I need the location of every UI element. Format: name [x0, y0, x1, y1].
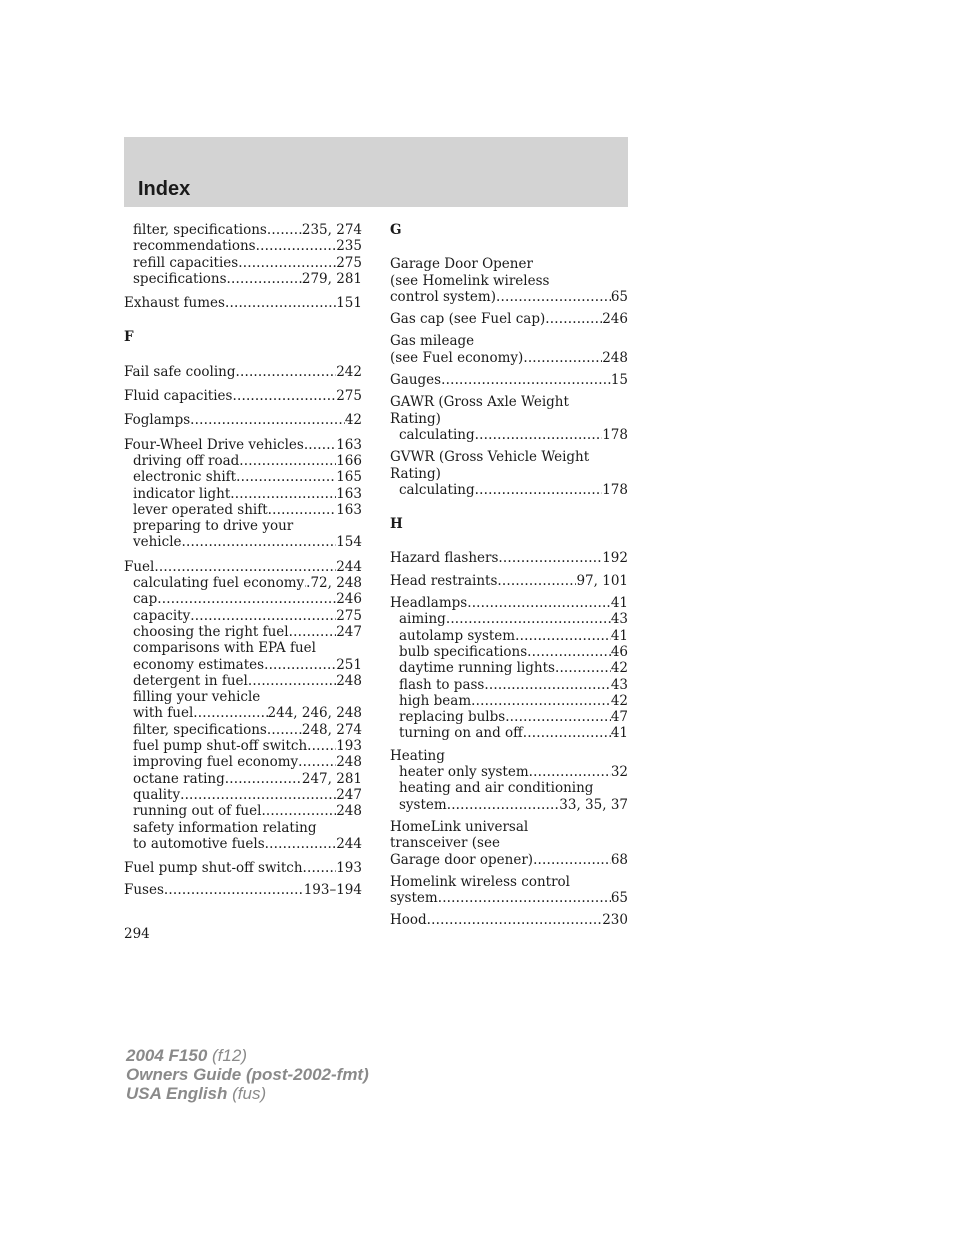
index-entry-gas-mileage: Gas mileage (see Fuel economy) ..... 248 [390, 333, 628, 366]
index-subentry: refill capacities ..... 275 [124, 255, 362, 271]
index-entry-gauges: Gauges ..... 15 [390, 372, 628, 388]
index-subentry: to automotive fuels ..... 244 [124, 836, 362, 852]
index-header-band [124, 137, 628, 207]
index-entry-four-wheel-drive [124, 437, 362, 551]
index-subentry: autolamp system ..... 41 [390, 628, 628, 644]
index-subentry: driving off road ..... 166 [124, 453, 362, 469]
index-entry-heating: Heating heater only system ..... 32 heating and air conditioning system ..... 33, 35, 37 [390, 748, 628, 813]
index-entry-gawr: GAWR (Gross Axle Weight Rating) calculating ..... 178 [390, 394, 628, 443]
index-subentry: detergent in fuel ..... 248 [124, 673, 362, 689]
index-entry-hood: Hood ..... 230 [390, 912, 628, 928]
index-subentry: system ..... 33, 35, 37 [390, 797, 628, 813]
index-entry-e-continued [124, 222, 362, 287]
index-subentry: fuel pump shut-off switch ..... 193 [124, 738, 362, 754]
index-entry-gas-cap: Gas cap (see Fuel cap) ..... 246 [390, 311, 628, 327]
index-column-right [390, 222, 628, 929]
index-entry-fuel [124, 559, 362, 852]
index-subentry: turning on and off ..... 41 [390, 725, 628, 741]
section-letter-h: H [390, 516, 403, 533]
index-subentry: filling your vehicle [133, 689, 261, 706]
index-subentry: replacing bulbs ..... 47 [390, 709, 628, 725]
index-entry-hazard: Hazard flashers ..... 192 [390, 550, 628, 566]
index-subentry: filter, specifications ..... 235, 274 [124, 222, 362, 238]
index-entry-homelink-universal: HomeLink universal transceiver (see Garage door opener) ..... 68 [390, 819, 628, 868]
index-entry-fuses: Fuses ..... 193–194 [124, 882, 362, 898]
index-subentry: comparisons with EPA fuel [133, 640, 316, 657]
index-subentry: heater only system ..... 32 [390, 764, 628, 780]
index-subentry: high beam ..... 42 [390, 693, 628, 709]
index-entry-main: Four-Wheel Drive vehicles ..... 163 [124, 437, 362, 453]
footer-line-guide: Owners Guide (post-2002-fmt) [126, 1065, 369, 1084]
index-subentry: economy estimates ..... 251 [124, 657, 362, 673]
index-subentry: running out of fuel ..... 248 [124, 803, 362, 819]
index-entry-main: Fuel ..... 244 [124, 559, 362, 575]
index-entry-fuel-pump: Fuel pump shut-off switch ..... 193 [124, 860, 362, 876]
index-subentry: vehicle ..... 154 [124, 534, 362, 550]
index-subentry: lever operated shift ..... 163 [124, 502, 362, 518]
index-subentry: capacity ..... 275 [124, 608, 362, 624]
index-subentry: calculating fuel economy ..... .72, 248 [124, 575, 362, 591]
index-subentry: choosing the right fuel ..... 247 [124, 624, 362, 640]
index-subentry: filter, specifications ..... 248, 274 [124, 722, 362, 738]
footer-line-model: 2004 F150 (f12) [126, 1046, 247, 1065]
index-entry-fluid: Fluid capacities ..... 275 [124, 388, 362, 404]
index-entry-foglamps: Foglamps ..... 42 [124, 412, 362, 428]
index-entry-garage-door-opener: Garage Door Opener (see Homelink wireless control system) ..... 65 [390, 256, 628, 305]
page-title: Index [138, 178, 191, 200]
index-entry-headlamps: Headlamps ..... 41 aiming ..... 43 autolamp system ..... 41 bulb specifications ..... 46 daytime running lights ..... 42 flash to pass ..... 43 high beam ..... 42 replacing bulbs ..... 47 turning on and off ..... 41 [390, 595, 628, 742]
index-subentry: preparing to drive your [133, 518, 294, 535]
index-column-left [124, 222, 362, 899]
index-subentry: cap ..... 246 [124, 591, 362, 607]
index-subentry: aiming ..... 43 [390, 611, 628, 627]
index-subentry: with fuel ..... 244, 246, 248 [124, 705, 362, 721]
document-footer [126, 1046, 369, 1103]
index-subentry: heating and air conditioning [399, 780, 594, 797]
index-subentry: quality ..... 247 [124, 787, 362, 803]
index-subentry: indicator light ..... 163 [124, 486, 362, 502]
index-subentry: improving fuel economy ..... 248 [124, 754, 362, 770]
index-subentry: octane rating ..... 247, 281 [124, 771, 362, 787]
section-letter-f: F [124, 329, 134, 346]
index-entry-exhaust: Exhaust fumes ..... 151 [124, 295, 362, 311]
footer-line-language: USA English (fus) [126, 1084, 267, 1103]
index-subentry: electronic shift ..... 165 [124, 469, 362, 485]
index-subentry: safety information relating [133, 819, 317, 836]
index-subentry: recommendations ..... 235 [124, 238, 362, 254]
section-letter-g: G [390, 222, 402, 238]
index-subentry: specifications ..... 279, 281 [124, 271, 362, 287]
index-entry-fail-safe: Fail safe cooling ..... 242 [124, 364, 362, 380]
index-entry-head-restraints: Head restraints ..... 97, 101 [390, 573, 628, 589]
page-number: 294 [124, 926, 150, 942]
index-entry-gvwr: GVWR (Gross Vehicle Weight Rating) calculating ..... 178 [390, 449, 628, 498]
index-subentry: flash to pass ..... 43 [390, 677, 628, 693]
index-subentry: bulb specifications ..... 46 [390, 644, 628, 660]
index-entry-homelink-wireless: Homelink wireless control system ..... 65 [390, 874, 628, 907]
index-subentry: daytime running lights ..... 42 [390, 660, 628, 676]
